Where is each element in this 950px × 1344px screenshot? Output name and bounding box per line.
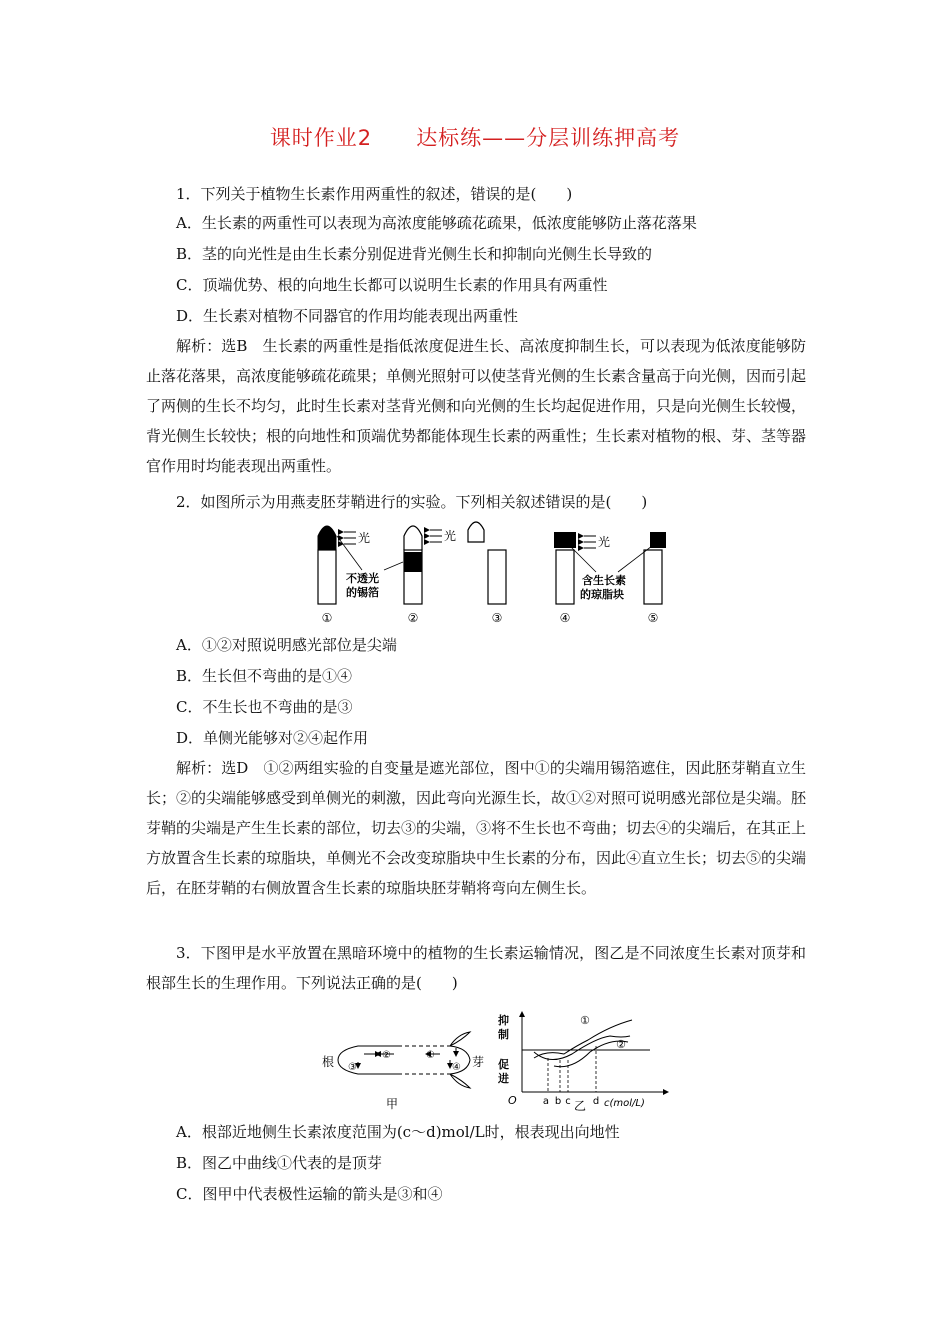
q1-option-c: C．顶端优势、根的向地生长都可以说明生长素的作用具有两重性 — [176, 276, 608, 294]
axis-inhibit-2: 制 — [498, 1028, 509, 1041]
arrow-label-2: ② — [382, 1050, 391, 1061]
q3-stem: 3．下图甲是水平放置在黑暗环境中的植物的生长素运输情况，图乙是不同浓度生长素对顶芽和根部生长的生理作用。下列说法正确的是( ) — [146, 944, 806, 992]
title-right: 达标练——分层训练押高考 — [416, 126, 681, 150]
coleoptile-2 — [404, 526, 422, 604]
coleoptile-3 — [488, 550, 506, 604]
q2-stem: 2．如图所示为用燕麦胚芽鞘进行的实验。下列相关叙述错误的是( ) — [176, 493, 648, 511]
q1-option-b: B．茎的向光性是由生长素分别促进背光侧生长和抑制向光侧生长导致的 — [176, 245, 653, 263]
coleoptile-number-2: ② — [407, 611, 419, 625]
coleoptile-number-3: ③ — [491, 611, 503, 625]
light-label-1: 光 — [358, 531, 371, 545]
coleoptile-5 — [644, 532, 666, 604]
q2-analysis: 解析：选D ①②两组实验的自变量是遮光部位，图中①的尖端用锡箔遮住，因此胚芽鞘直立生长；②的尖端能够感受到单侧光的刺激，因此弯向光源生长，故①②对照可说明感光部位是尖端。胚芽鞘的尖端是产生生长素的部位，切去③的尖端，③将不生长也不弯曲；切去④的尖端后，在其正上方放置含生长素的琼脂块，单侧光不会改变琼脂块中生长素的分布，因此④直立生长；切去⑤的尖端后，在胚芽鞘的右侧放置含生长素的琼脂块胚芽鞘将弯向左侧生长。 — [146, 759, 807, 897]
q3-option-b: B．图乙中曲线①代表的是顶芽 — [176, 1154, 383, 1172]
axis-promote-2: 进 — [498, 1072, 509, 1085]
axis-inhibit-1: 抑 — [498, 1014, 509, 1027]
curve-label-1: ① — [580, 1014, 590, 1027]
foil-label-1: 不透光 — [346, 572, 379, 585]
light-label-4: 光 — [598, 535, 611, 549]
q1-option-d: D．生长素对植物不同器官的作用均能表现出两重性 — [176, 307, 519, 325]
light-arrows-1 — [344, 532, 356, 544]
q1-option-a: A．生长素的两重性可以表现为高浓度能够疏花疏果，低浓度能够防止落花落果 — [176, 214, 697, 232]
tick-c: c — [565, 1096, 571, 1107]
agar-label-2: 的琼脂块 — [580, 588, 624, 601]
arrow-label-3: ③ — [348, 1062, 357, 1073]
light-label-2: 光 — [444, 529, 457, 543]
auxin-figure — [310, 1008, 680, 1112]
q2-option-b: B．生长但不弯曲的是①④ — [176, 667, 353, 685]
light-arrows-4 — [584, 536, 596, 548]
transport-arrows — [358, 1048, 456, 1068]
coleoptile-1 — [318, 526, 336, 604]
x-axis-label: c(mol/L) — [604, 1098, 645, 1109]
axis-promote-1: 促 — [498, 1058, 509, 1071]
foil-pointer-2 — [384, 562, 403, 570]
arrow-label-1: ① — [426, 1050, 435, 1061]
title-left: 课时作业2 — [269, 126, 373, 150]
coleoptile-number-4: ④ — [559, 611, 571, 625]
page-title — [0, 122, 950, 152]
removed-tip-3 — [468, 522, 484, 542]
tick-d: d — [592, 1096, 600, 1107]
coleoptile-4 — [554, 532, 576, 604]
q2-option-d: D．单侧光能够对②④起作用 — [176, 729, 369, 747]
origin-label: O — [508, 1094, 517, 1107]
tick-a: a — [542, 1096, 550, 1107]
figure-yi-label: 乙 — [574, 1099, 587, 1112]
light-arrows-2 — [430, 530, 442, 542]
figure-jia-label: 甲 — [386, 1097, 399, 1111]
graph-axes — [522, 1012, 668, 1092]
q3-option-a: A．根部近地侧生长素浓度范围为(c～d)mol/L时，根表现出向地性 — [176, 1123, 620, 1141]
q2-option-a: A．①②对照说明感光部位是尖端 — [176, 636, 397, 654]
tick-b: b — [554, 1096, 562, 1107]
foil-label-2: 的锡箔 — [346, 586, 379, 599]
arrow-label-4: ④ — [452, 1062, 461, 1073]
bud-label: 芽 — [472, 1055, 485, 1069]
q1-stem: 1．下列关于植物生长素作用两重性的叙述，错误的是( ) — [176, 185, 573, 203]
curve-label-2: ② — [616, 1038, 626, 1051]
root-label: 根 — [322, 1055, 335, 1069]
q2-option-c: C．不生长也不弯曲的是③ — [176, 698, 353, 716]
q1-analysis: 解析：选B 生长素的两重性是指低浓度促进生长、高浓度抑制生长，可以表现为低浓度能够防止落花落果，高浓度能够疏花疏果；单侧光照射可以使茎背光侧的生长素含量高于向光侧，因而引起了两侧的生长不均匀，此时生长素对茎背光侧和向光侧的生长均起促进作用，只是向光侧生长较慢，背光侧生长较快；根的向地性和顶端优势都能体现生长素的两重性；生长素对植物的根、芽、茎等器官作用时均能表现出两重性。 — [146, 337, 807, 475]
coleoptile-figure — [300, 518, 680, 630]
coleoptile-number-5: ⑤ — [647, 611, 659, 625]
coleoptile-number-1: ① — [321, 611, 333, 625]
agar-label-1: 含生长素 — [582, 574, 626, 587]
q3-option-c: C．图甲中代表极性运输的箭头是③和④ — [176, 1185, 443, 1203]
